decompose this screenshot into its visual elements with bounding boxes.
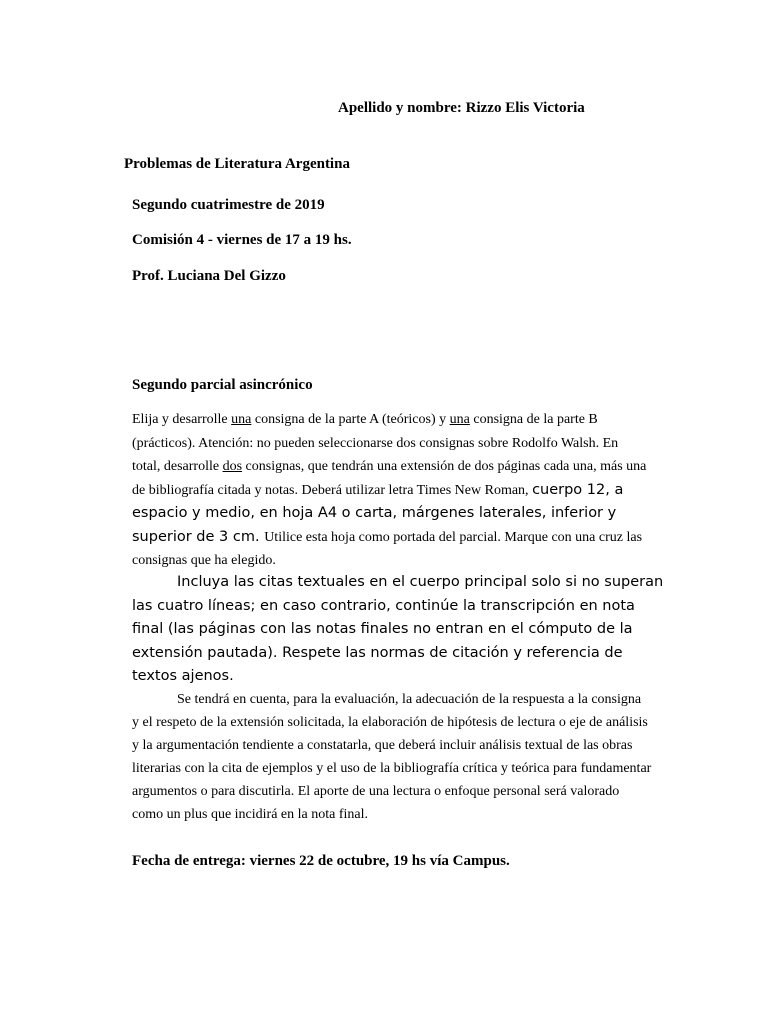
text-run: consigna de la parte A (teóricos) y [251,412,450,427]
instructions-line: consignas que ha elegido. [132,553,276,568]
instructions-line [132,529,642,546]
evaluation-line: literarias con la cita de ejemplos y el uso de la bibliografía crítica y teórica para fundamentar [132,761,652,776]
text-run: total, desarrolle [132,459,223,474]
semester-line: Segundo cuatrimestre de 2019 [132,197,325,213]
citation-rules-line: Incluya las citas textuales en el cuerpo principal solo si no superan [177,574,664,590]
underlined-word: una [231,412,252,427]
deadline-line: Fecha de entrega: viernes 22 de octubre, 19 hs vía Campus. [132,853,510,869]
student-name-line: Apellido y nombre: Rizzo Elis Victoria [338,100,585,116]
underlined-word: una [449,412,470,427]
text-run: consigna de la parte B [469,412,598,427]
instructions-line: espacio y medio, en hoja A4 o carta, márgenes laterales, inferior y [132,505,617,521]
evaluation-line: como un plus que incidirá en la nota final. [132,807,368,822]
instructions-line [132,459,646,475]
text-run: Utilice esta hoja como portada del parcial. Marque con una cruz las [264,530,643,545]
text-run: Elija y desarrolle [132,412,232,427]
instructions-line: (prácticos). Atención: no pueden seleccionarse dos consignas sobre Rodolfo Walsh. En [132,436,619,451]
citation-rules-line: final (las páginas con las notas finales no entran en el cómputo de la [132,621,633,637]
text-run: consignas, que tendrán una extensión de dos páginas cada una, más una [242,459,647,474]
text-run: cuerpo 12, a [532,482,624,498]
professor-line: Prof. Luciana Del Gizzo [132,268,286,284]
citation-rules-line: las cuatro líneas; en caso contrario, continúe la transcripción en nota [132,598,635,614]
evaluation-line: Se tendrá en cuenta, para la evaluación, la adecuación de la respuesta a la consigna [177,692,642,707]
instructions-line [132,412,598,428]
evaluation-line: y la argumentación tendiente a constatarla, que deberá incluir análisis textual de las obras [132,738,633,753]
exam-title: Segundo parcial asincrónico [132,377,313,393]
evaluation-line: argumentos o para discutirla. El aporte de una lectura o enfoque personal será valorado [132,784,620,799]
evaluation-line: y el respeto de la extensión solicitada, la elaboración de hipótesis de lectura o eje de análisis [132,715,648,730]
citation-rules-line: textos ajenos. [132,668,234,684]
course-title: Problemas de Literatura Argentina [124,156,350,172]
underlined-word: dos [222,459,243,474]
text-run: superior de 3 cm. [132,529,265,545]
citation-rules-line: extensión pautada). Respete las normas de citación y referencia de [132,645,623,661]
instructions-line [132,482,623,499]
commission-line: Comisión 4 - viernes de 17 a 19 hs. [132,232,352,248]
text-run: de bibliografía citada y notas. Deberá utilizar letra Times New Roman, [132,483,533,498]
